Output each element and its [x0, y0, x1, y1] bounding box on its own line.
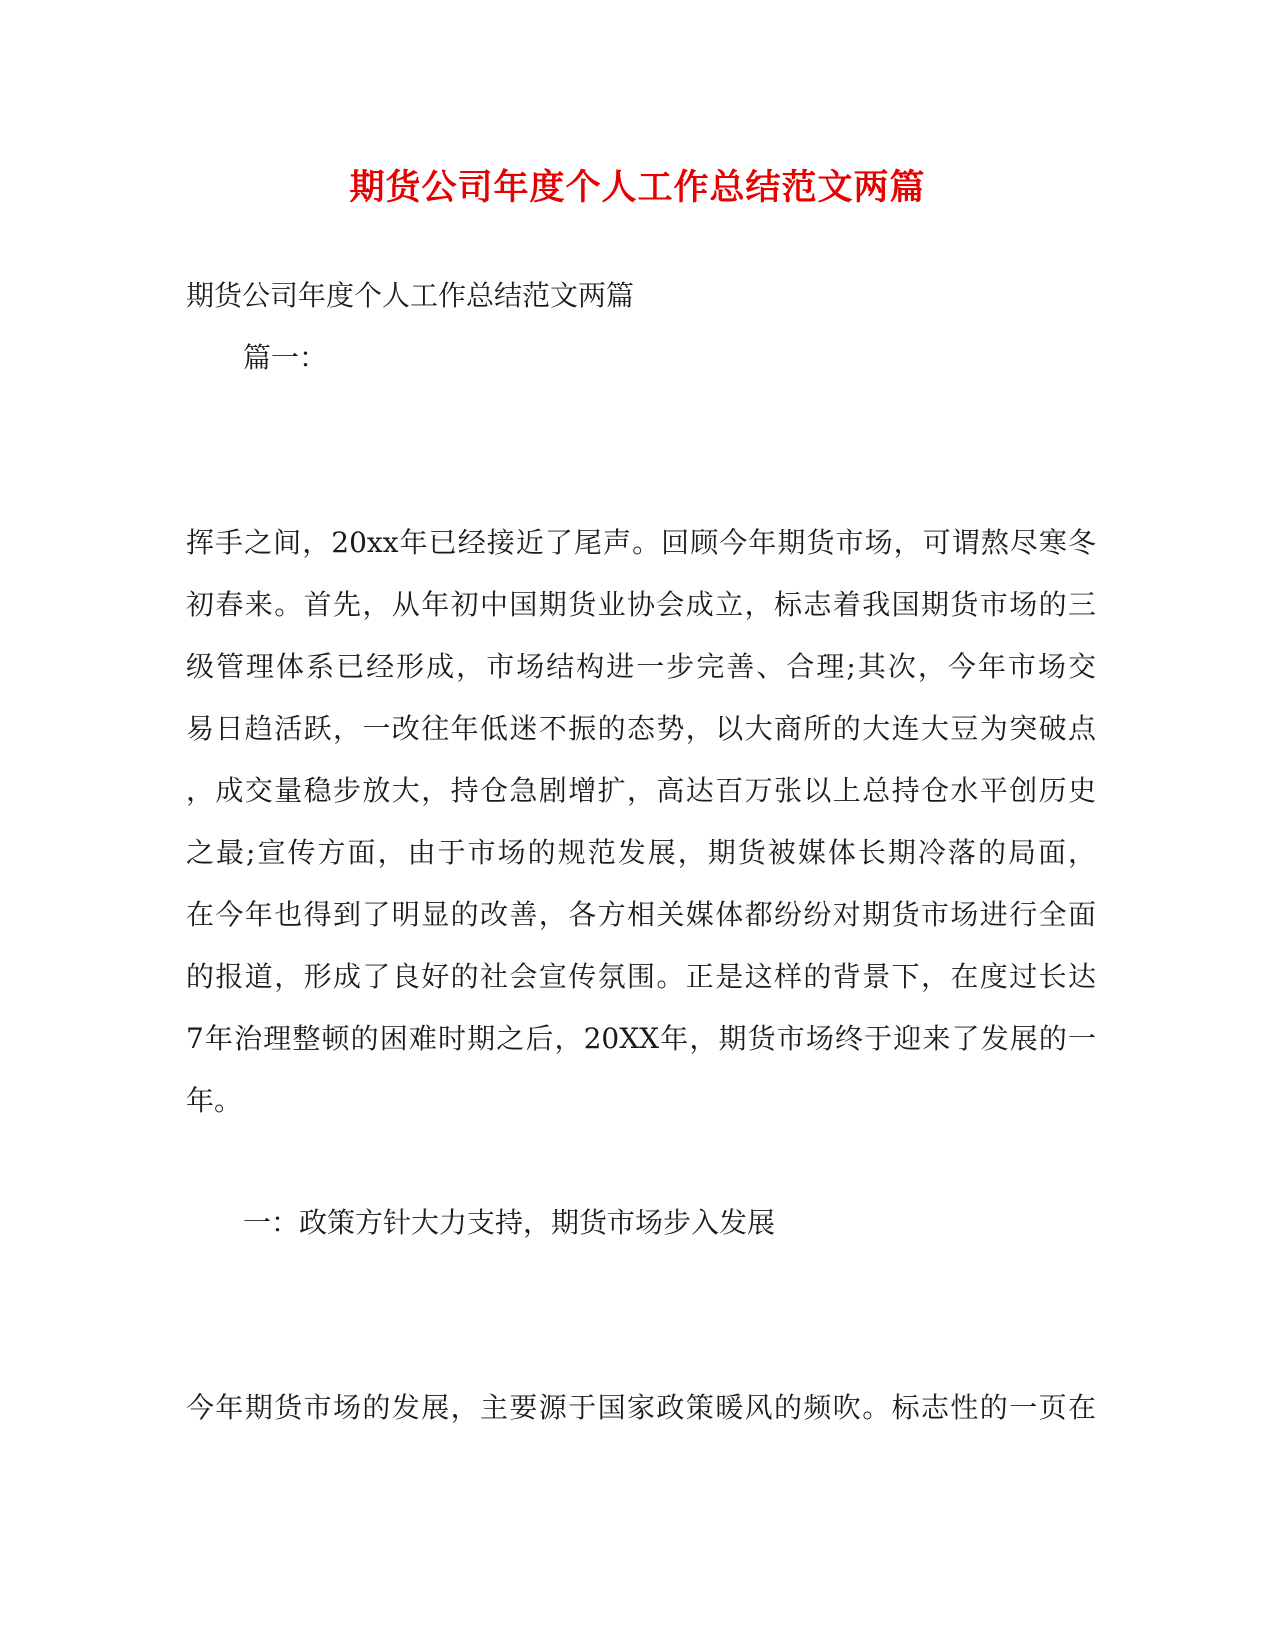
document-subtitle: 期货公司年度个人工作总结范文两篇 — [186, 279, 635, 312]
paragraph-line: 7年治理整顿的困难时期之后，20XX年，期货市场终于迎来了发展的一 — [186, 1022, 1096, 1055]
paragraph-line: 易日趋活跃，一改往年低迷不振的态势，以大商所的大连大豆为突破点 — [186, 712, 1096, 745]
paragraph-line: 挥手之间，20xx年已经接近了尾声。回顾今年期货市场，可谓熬尽寒冬 — [186, 526, 1096, 559]
paragraph-line: 之最;宣传方面，由于市场的规范发展，期货被媒体长期冷落的局面， — [186, 836, 1096, 869]
part-label: 篇一： — [243, 341, 328, 374]
document-title: 期货公司年度个人工作总结范文两篇 — [349, 167, 926, 208]
paragraph-line: ，成交量稳步放大，持仓急剧增扩，高达百万张以上总持仓水平创历史 — [186, 774, 1096, 807]
paragraph-line: 在今年也得到了明显的改善，各方相关媒体都纷纷对期货市场进行全面 — [186, 898, 1096, 931]
paragraph-line: 的报道，形成了良好的社会宣传氛围。正是这样的背景下，在度过长达 — [186, 960, 1096, 993]
paragraph-line: 今年期货市场的发展，主要源于国家政策暖风的频吹。标志性的一页在 — [186, 1391, 1096, 1424]
paragraph-line: 初春来。首先，从年初中国期货业协会成立，标志着我国期货市场的三 — [186, 588, 1096, 621]
section-heading: 一：政策方针大力支持，期货市场步入发展 — [243, 1206, 776, 1239]
paragraph-line: 年。 — [186, 1084, 243, 1117]
paragraph-line: 级管理体系已经形成，市场结构进一步完善、合理;其次，今年市场交 — [186, 650, 1096, 683]
